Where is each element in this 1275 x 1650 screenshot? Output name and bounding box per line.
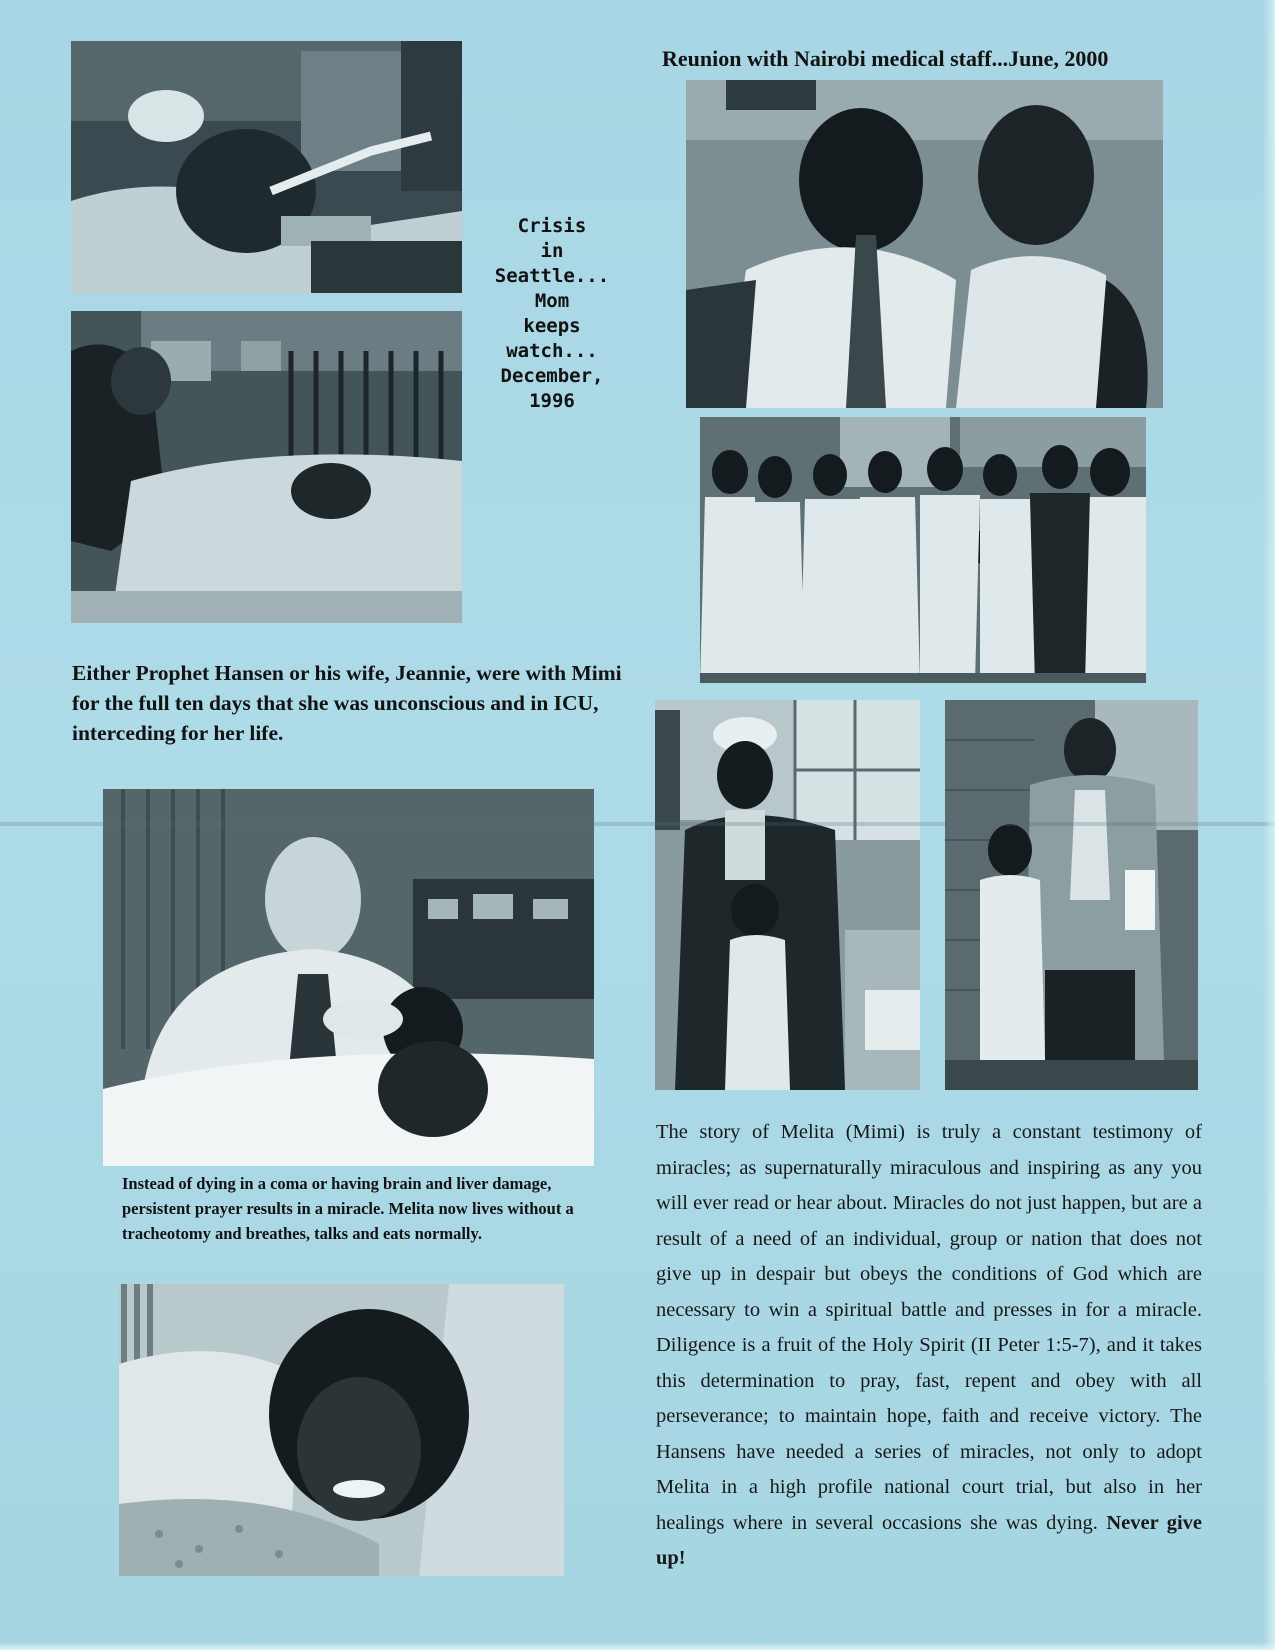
- crisis-caption: [480, 214, 624, 414]
- crisis-line: watch...: [506, 340, 598, 362]
- photo-hansen-with-mimi: [103, 789, 594, 1166]
- photo-nurses-group: [700, 417, 1146, 683]
- story-body: The story of Melita (Mimi) is truly a constant testimony of miracles; as supernaturally miraculous and inspiring as any you will ever read or hear about. Miracles do not just happen, but are a result of a need of an individual, group or nation that does not give up in despair but obeys the conditions of God which are necessary to win a spiritual battle and presses in for a miracle. Diligence is a fruit of the Holy Spirit (II Peter 1:5-7), and it takes this determination to pray, fast, repent and obey with all perseverance; to maintain hope, faith and receive victory. The Hansens have needed a series of miracles, not only to adopt Melita in a high profile national court trial, but also in her healings where in several occasions she was dying.: [656, 1121, 1202, 1534]
- crisis-line: December,: [500, 365, 604, 387]
- photo-mom-bedside: [71, 311, 462, 623]
- photo-nurse-with-girl: [655, 700, 920, 1090]
- crisis-line: Crisis: [517, 215, 587, 237]
- either-caption: Either Prophet Hansen or his wife, Jeannie, were with Mimi for the full ten days that she was unconscious and in ICU, interceding for her life.: [72, 661, 622, 745]
- story-paragraph: [656, 1115, 1202, 1577]
- photo-mimi-smiling: [119, 1284, 564, 1576]
- photo-man-with-girl: [945, 700, 1198, 1090]
- crisis-line: 1996: [529, 390, 575, 412]
- crisis-line: Seattle...: [494, 265, 610, 287]
- photo-doctor-with-girl: [686, 80, 1163, 408]
- crisis-line: keeps: [523, 315, 581, 337]
- paper-edge: [1263, 0, 1275, 1650]
- crisis-line: Mom: [534, 290, 570, 312]
- instead-caption: Instead of dying in a coma or having brain and liver damage, persistent prayer results in a miracle. Melita now lives without a tracheotomy and breathes, talks and eats normally.: [122, 1174, 574, 1243]
- page-fold-line: [0, 822, 1275, 826]
- crisis-line: in: [540, 240, 564, 262]
- story-closing: Never give up!: [656, 1511, 1203, 1569]
- photo-child-icu-bed: [71, 41, 462, 293]
- paper-edge: [0, 1642, 1275, 1650]
- reunion-caption: Reunion with Nairobi medical staff...June, 2000: [662, 46, 1109, 71]
